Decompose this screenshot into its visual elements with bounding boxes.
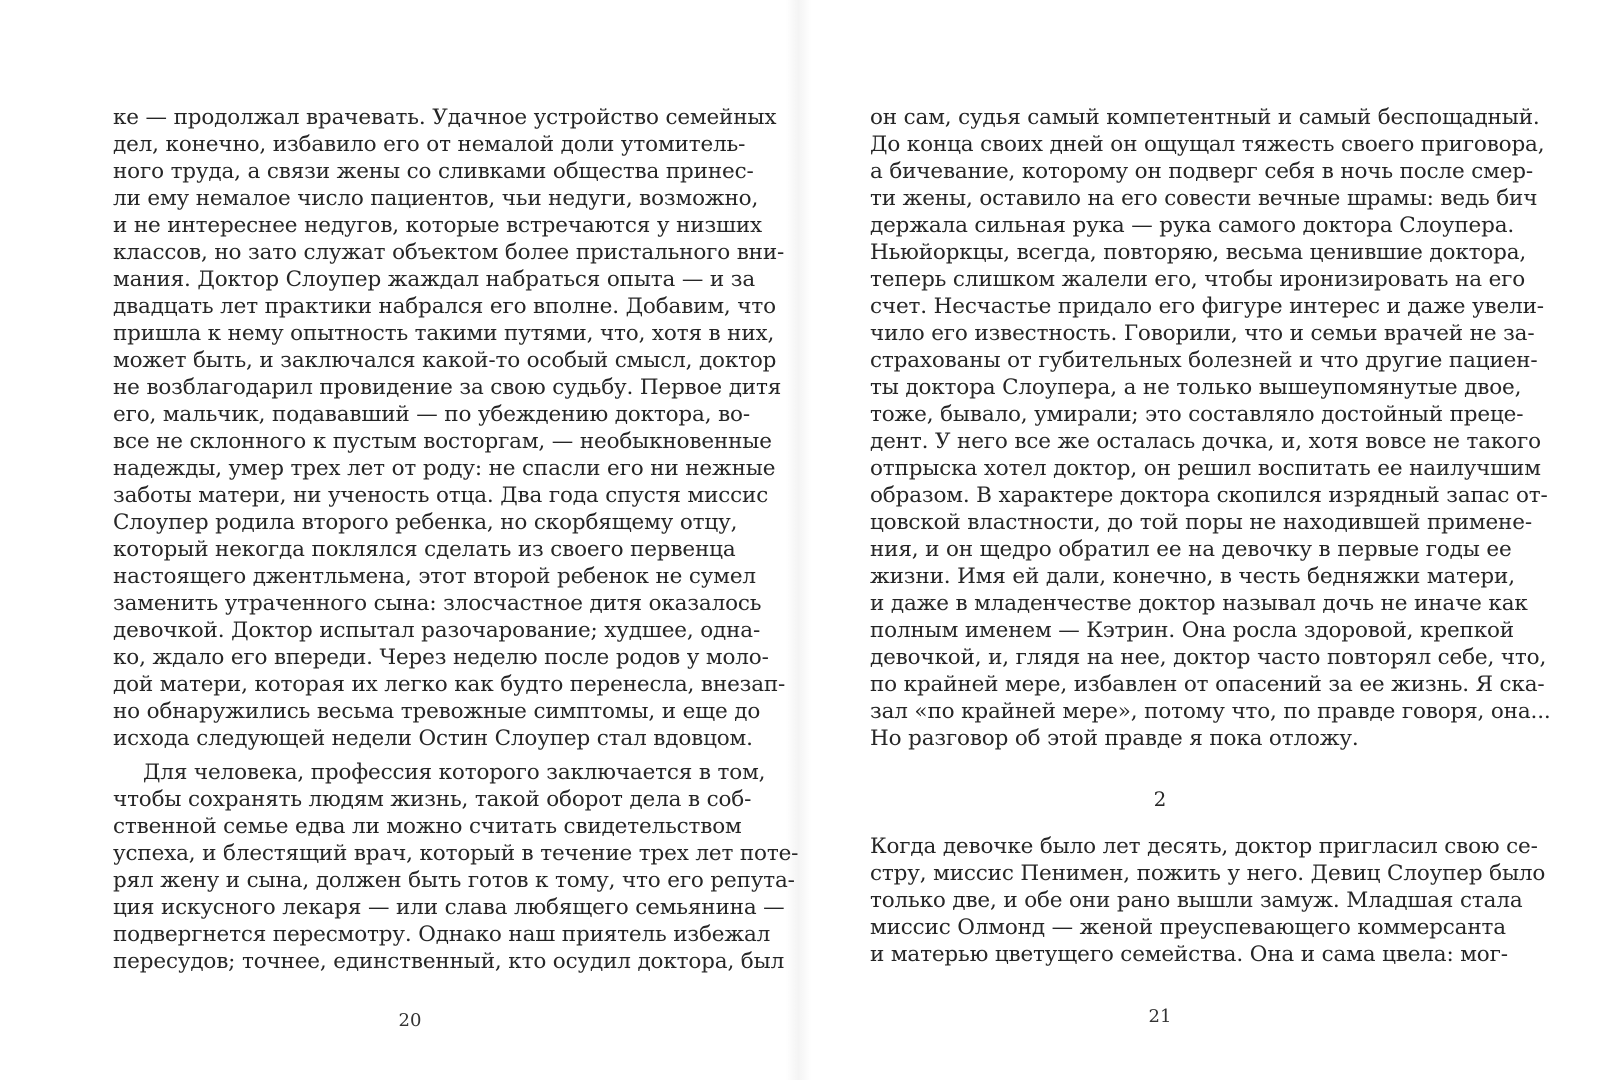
- text-line: держала сильная рука — рука самого доктора Слоупера.: [870, 213, 1515, 238]
- text-line: и даже в младенчестве доктор называл дочь не иначе как: [870, 591, 1528, 616]
- text-line: отпрыска хотел доктор, он решил воспитать ее наилучшим: [870, 456, 1541, 481]
- text-line: надежды, умер трех лет от роду: не спасли его ни нежные: [113, 456, 776, 481]
- text-line: ция искусного лекаря — или слава любящего семьянина —: [113, 895, 785, 920]
- text-line: девочкой, и, глядя на нее, доктор часто повторял себе, что,: [870, 645, 1547, 670]
- text-line: но обнаружились весьма тревожные симптомы, и еще до: [113, 699, 761, 724]
- text-line: настоящего джентльмена, этот второй ребенок не сумел: [113, 564, 756, 589]
- text-line: полным именем — Кэтрин. Она росла здоровой, крепкой: [870, 618, 1514, 643]
- text-line: ко, ждало его впереди. Через неделю после родов у моло-: [113, 645, 769, 670]
- text-line: тоже, бывало, умирали; это составляло достойный преце-: [870, 402, 1524, 427]
- text-line: Ньюйоркцы, всегда, повторяю, весьма ценившие доктора,: [870, 240, 1527, 265]
- text-line: дент. У него все же осталась дочка, и, хотя вовсе не такого: [870, 429, 1541, 454]
- text-line: теперь слишком жалели его, чтобы иронизировать на его: [870, 267, 1526, 292]
- text-line: и не интереснее недугов, которые встречаются у низших: [113, 213, 763, 238]
- text-line: стру, миссис Пенимен, пожить у него. Девиц Слоупер было: [870, 861, 1546, 886]
- text-line: по крайней мере, избавлен от опасений за ее жизнь. Я ска-: [870, 672, 1545, 697]
- text-line: а бичевание, которому он подверг себя в ночь после смер-: [870, 159, 1534, 184]
- text-line: ственной семье едва ли можно считать свидетельством: [113, 814, 742, 839]
- text-line: ти жены, оставило на его совести вечные шрамы: ведь бич: [870, 186, 1538, 211]
- text-line: рял жену и сына, должен быть готов к тому, что его репута-: [113, 868, 795, 893]
- text-line: Слоупер родила второго ребенка, но скорбящему отцу,: [113, 510, 738, 535]
- text-line: подвергнется пересмотру. Однако наш приятель избежал: [113, 922, 771, 947]
- text-line: который некогда поклялся сделать из своего первенца: [113, 537, 736, 562]
- text-line: Но разговор об этой правде я пока отложу.: [870, 726, 1359, 751]
- text-line: классов, но зато служат объектом более пристального вни-: [113, 240, 785, 265]
- text-line: счет. Несчастье придало его фигуре интерес и даже увели-: [870, 294, 1544, 319]
- text-line: ного труда, а связи жены со сливками общества принес-: [113, 159, 754, 184]
- text-line: все не склонного к пустым восторгам, — необыкновенные: [113, 429, 772, 454]
- text-line: пришла к нему опытность такими путями, что, хотя в них,: [113, 321, 775, 346]
- text-line: успеха, и блестящий врач, который в течение трех лет поте-: [113, 841, 799, 866]
- page-number: 20: [398, 1010, 422, 1031]
- text-line: До конца своих дней он ощущал тяжесть своего приговора,: [870, 132, 1545, 157]
- page-number: 21: [1148, 1006, 1172, 1027]
- text-line: исхода следующей недели Остин Слоупер стал вдовцом.: [113, 726, 753, 751]
- chapter-number: 2: [1153, 787, 1167, 811]
- right-page: [799, 0, 1597, 1080]
- text-line: чтобы сохранять людям жизнь, такой оборот дела в соб-: [113, 787, 752, 812]
- text-line: цовской властности, до той поры не находившей примене-: [870, 510, 1532, 535]
- text-line: мания. Доктор Слоупер жаждал набраться опыта — и за: [113, 267, 756, 292]
- paragraph-first-line: Для человека, профессия которого заключается в том,: [143, 760, 766, 785]
- text-line: ния, и он щедро обратил ее на девочку в первые годы ее: [870, 537, 1512, 562]
- left-page: [0, 0, 798, 1080]
- text-line: ли ему немалое число пациентов, чьи недуги, возможно,: [113, 186, 759, 211]
- text-line: заботы матери, ни ученость отца. Два года спустя миссис: [113, 483, 769, 508]
- text-line: двадцать лет практики набрался его вполне. Добавим, что: [113, 294, 776, 319]
- text-line: только две, и обе они рано вышли замуж. Младшая стала: [870, 888, 1523, 913]
- text-line: и матерью цветущего семейства. Она и сама цвела: мог-: [870, 942, 1508, 967]
- text-line: чило его известность. Говорили, что и семьи врачей не за-: [870, 321, 1535, 346]
- text-line: дой матери, которая их легко как будто перенесла, внезап-: [113, 672, 786, 697]
- text-line: ке — продолжал врачевать. Удачное устройство семейных: [113, 105, 777, 130]
- text-line: жизни. Имя ей дали, конечно, в честь бедняжки матери,: [870, 564, 1515, 589]
- text-line: образом. В характере доктора скопился изрядный запас от-: [870, 483, 1548, 508]
- text-line: девочкой. Доктор испытал разочарование; худшее, одна-: [113, 618, 761, 643]
- text-line: пересудов; точнее, единственный, кто осудил доктора, был: [113, 949, 785, 974]
- text-line: заменить утраченного сына: злосчастное дитя оказалось: [113, 591, 762, 616]
- text-line: ты доктора Слоупера, а не только вышеупомянутые двое,: [870, 375, 1522, 400]
- text-line: его, мальчик, подававший — по убеждению доктора, во-: [113, 402, 750, 427]
- text-line: страхованы от губительных болезней и что другие пациен-: [870, 348, 1538, 373]
- text-line: не возблагодарил провидение за свою судьбу. Первое дитя: [113, 375, 782, 400]
- text-line: может быть, и заключался какой-то особый смысл, доктор: [113, 348, 777, 373]
- text-line: миссис Олмонд — женой преуспевающего коммерсанта: [870, 915, 1506, 940]
- text-line: Когда девочке было лет десять, доктор пригласил свою се-: [870, 834, 1538, 859]
- text-line: зал «по крайней мере», потому что, по правде говоря, она...: [870, 699, 1551, 724]
- text-line: дел, конечно, избавило его от немалой доли утомитель-: [113, 132, 746, 157]
- text-line: он сам, судья самый компетентный и самый беспощадный.: [870, 105, 1540, 130]
